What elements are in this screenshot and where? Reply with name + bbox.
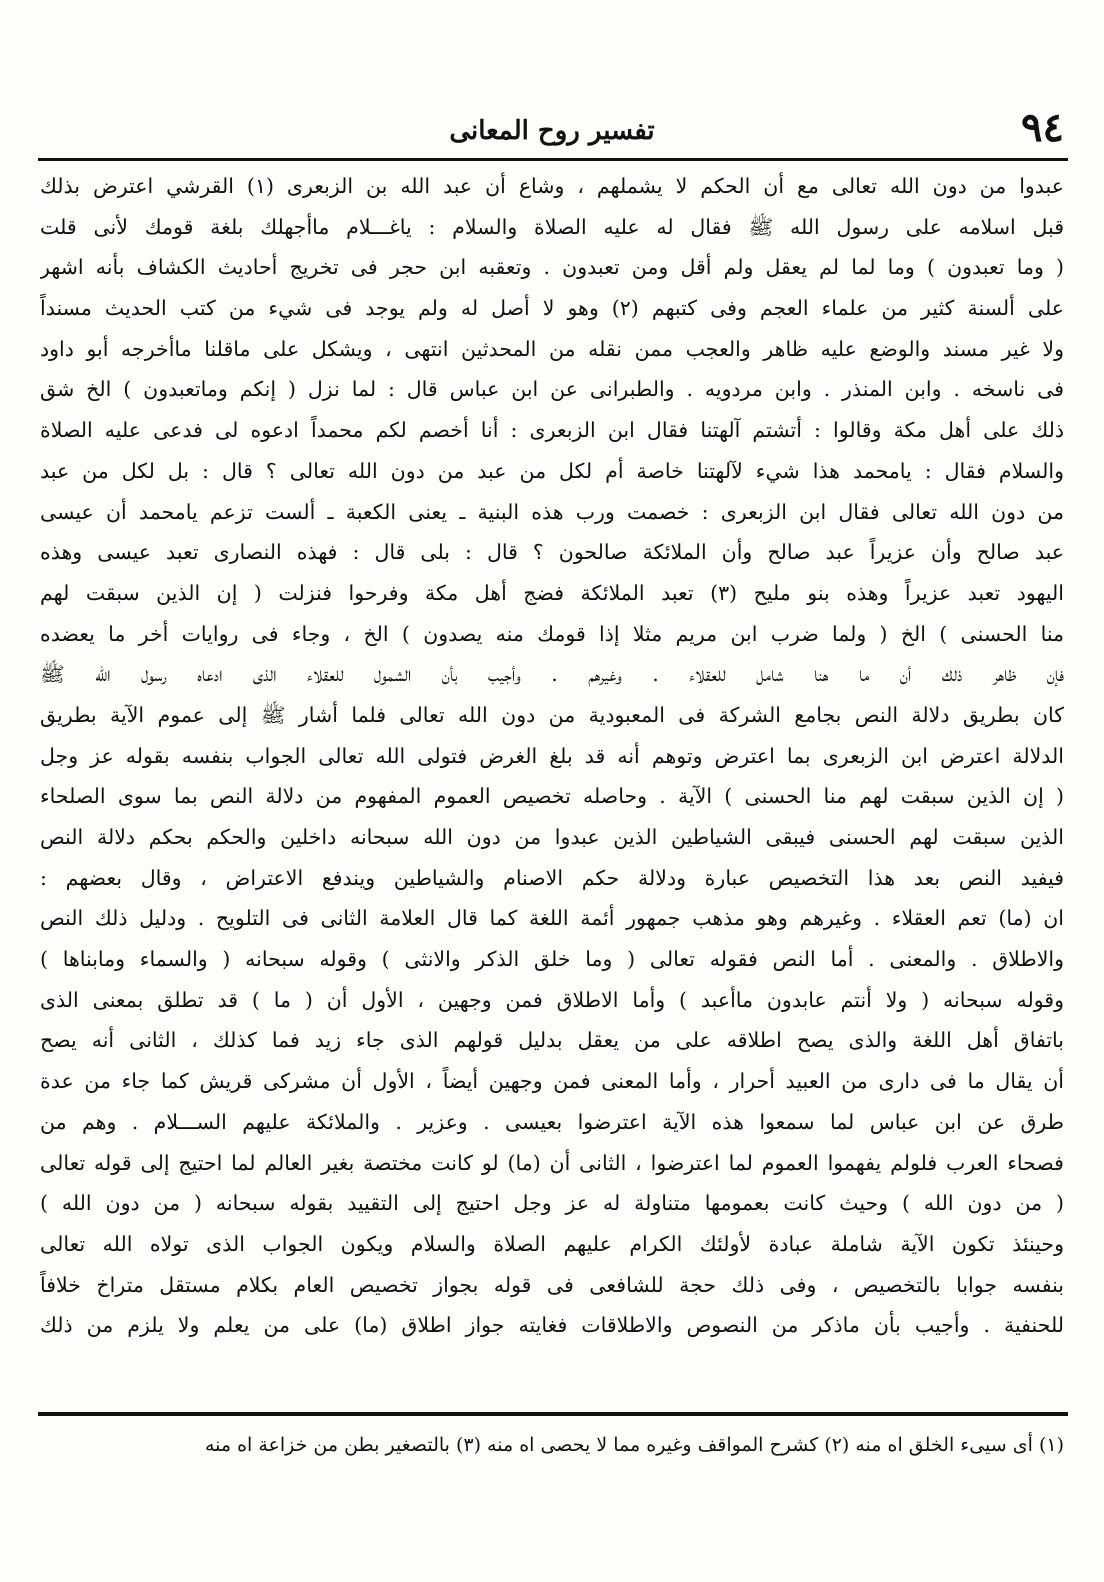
text-line: للحنفية . وأجيب بأن ماذكر من النصوص والاطلاقات فغايته جواز اطلاق (ما) على من يعلم ولا يلزم من ذلك [40, 1313, 1064, 1338]
text-line: الذين سبقت لهم الحسنى فيبقى الشياطين الذين عبدوا من دون الله سبحانه داخلين والحكم بحكم دلالة النص [40, 825, 1064, 849]
text-line: عبد صالح وأن عزيراً عبد صالح وأن الملائكة صالحون ؟ قال : بلى قال : فهذه النصارى تعبد عيسى وهذه [40, 540, 1064, 565]
page-header [40, 100, 1064, 156]
text-line: وقوله سبحانه ( ولا أنتم عابدون ماأعبد ) وأما الاطلاق فمن وجهين ، الأول أن ( ما ) قد تطلق بمعنى الذى [40, 987, 1064, 1012]
text-line: كان بطريق دلالة النص بجامع الشركة فى المعبودية من دون الله تعالى فلما أشار ﷺ إلى عموم الآية بطريق [40, 702, 1064, 727]
footnote-rule [38, 1412, 1068, 1416]
text-line: ( من دون الله ) وحيث كانت بعمومها متناولة له عز وجل احتيج إلى التقييد بقوله سبحانه ( من دون الله ) [40, 1191, 1064, 1216]
body-text [40, 166, 1064, 1388]
text-line: ( وما تعبدون ) وما لما لم يعقل ولم أقل ومن تعبدون . وتعقبه ابن حجر فى تخريج أحاديث الكشاف بأنه اشهر [40, 255, 1064, 280]
text-line: وحينئذ تكون الآية شاملة عبادة لأولئك الكرام عليهم الصلاة والسلام ويكون الجواب الذى تولاه الله تعالى [40, 1231, 1064, 1256]
text-line [40, 1346, 1064, 1387]
text-line: طرق عن ابن عباس لما سمعوا هذه الآية اعترضوا بعيسى . وعزير . والملائكة عليهم الســـلام . وهم من [40, 1109, 1064, 1134]
text-line: من دون الله تعالى فقال ابن الزبعرى : خصمت ورب هذه البنية ـ يعنى الكعبة ـ ألست تزعم يامحمد أن عيسى [40, 499, 1064, 524]
text-line: والسلام فقال : يامحمد هذا شيء لآلهتنا خاصة أم لكل من عبد من دون الله تعالى ؟ قال : بل لكل من عبد [40, 458, 1064, 483]
running-title: تفسير روح المعانى [449, 116, 655, 146]
footnotes: (١) أى سيىء الخلق اه منه (٢) كشرح المواقف وغيره مما لا يحصى اه منه (٣) بالتصغير بطن من خزاعة اه منه [204, 1434, 1064, 1456]
text-line: الدلالة اعترض ابن الزبعرى بما اعترض وتوهم أنه قد بلغ الغرض فتولى الله تعالى الجواب بنفسه بقوله عز وجل [40, 743, 1064, 768]
text-line: والاطلاق . والمعنى . أما النص فقوله تعالى ( وما خلق الذكر والانثى ) وقوله سبحانه ( والسماء ومابناها ) [40, 947, 1064, 972]
page-number: ٩٤ [1021, 104, 1064, 151]
text-line: فيفيد النص بعد هذا التخصيص عبارة ودلالة حكم الاصنام والشياطين ويندفع الاعتراض ، وقال بعضهم : [40, 865, 1064, 890]
text-line: عبدوا من دون الله تعالى مع أن الحكم لا يشملهم ، وشاع أن عبد الله بن الزبعرى (١) القرشي اعترض بذلك [40, 174, 1064, 198]
text-line: ولا غير مسند والوضع عليه ظاهر والعجب ممن نقله من المحدثين انتهى ، ويشكل على ماقلنا ماأخرجه أبو داود [40, 336, 1064, 361]
text-line: باتفاق أهل اللغة والذى يصح اطلاقه على من يعقل بدليل قولهم الذى جاء زيد فما كذلك ، الثانى أنه يصح [40, 1028, 1064, 1053]
text-line: ذلك على أهل مكة وقالوا : أتشتم آلهتنا فقال ابن الزبعرى : أنا أخصم لكم محمداً ادعوه لى فدعى عليه الصلاة [40, 418, 1064, 443]
text-line: فى ناسخه . وابن المنذر . وابن مردويه . والطبرانى عن ابن عباس قال : لما نزل ( إنكم وماتعبدون ) الخ شق [40, 377, 1064, 402]
text-line: على ألسنة كثير من علماء العجم وفى كتبهم (٢) وهو لا أصل له ولم يوجد فى شيء من كتب الحديث مسنداً [40, 296, 1064, 321]
text-line: فإن ظاهر ذلك أن ما هنا شامل للعقلاء . وغيرهم . وأجيب بأن الشمول للعقلاء الذى ادعاه رسول الله ﷺ [40, 662, 1064, 687]
text-line: اليهود تعبد عزيراً وهذه بنو مليح (٣) تعبد الملائكة فضج أهل مكة وفرحوا فنزلت ( إن الذين سبقت لهم [40, 580, 1064, 605]
text-line: أن يقال ما فى دارى من العبيد أحرار ، وأما المعنى فمن وجهين أيضاً ، الأول أن مشركى قريش كما جاء من عدة [40, 1069, 1064, 1094]
text-line: منا الحسنى ) الخ ( ولما ضرب ابن مريم مثلا إذا قومك منه يصدون ) الخ ، وجاء فى روايات أخر ما يعضده [40, 621, 1064, 646]
text-line: ان (ما) تعم العقلاء . وغيرهم وهو مذهب جمهور أئمة اللغة كما قال العلامة الثانى فى التلويح . ودليل ذلك النص [40, 906, 1064, 931]
header-rule [38, 158, 1068, 161]
text-line: قبل اسلامه على رسول الله ﷺ فقال له عليه الصلاة والسلام : ياغـــلام ماأجهلك بلغة قومك لأنى قلت [40, 214, 1064, 239]
text-line: ( إن الذين سبقت لهم منا الحسنى ) الآية . وحاصله تخصيص العموم المفهوم من دلالة النص بما سوى الصلحاء [40, 784, 1064, 809]
text-line: فصحاء العرب فلولم يفهموا العموم لما اعترضوا ، الثانى أن (ما) لو كانت مختصة بغير العالم لما احتيج إلى قوله تعالى [40, 1150, 1064, 1175]
text-line: بنفسه جوابا بالتخصيص ، وفى ذلك حجة للشافعى فى قوله بجواز تخصيص العام بكلام مستقل متراخ خلافاً [40, 1272, 1064, 1297]
